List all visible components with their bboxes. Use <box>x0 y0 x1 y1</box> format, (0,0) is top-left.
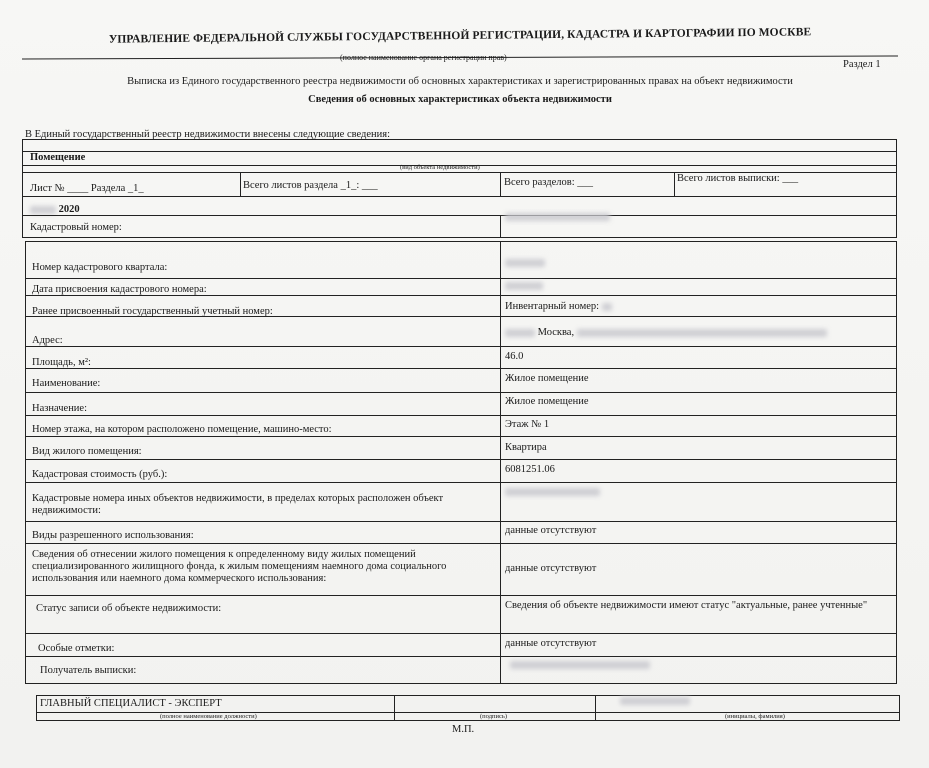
redacted-date <box>30 206 56 214</box>
row-label: Статус записи об объекте недвижимости: <box>36 603 222 614</box>
agency-caption: (полное наименование органа регистрации прав) <box>340 53 507 62</box>
intro-text: В Единый государственный реестр недвижимости внесены следующие сведения: <box>25 129 391 140</box>
row-value: Этаж № 1 <box>505 419 550 430</box>
redacted-recipient <box>510 661 650 669</box>
row-value: данные отсутствуют <box>505 563 597 574</box>
row-label: Номер этажа, на котором расположено помещение, машино-место: <box>32 424 332 435</box>
sheet-number: Лист № ____ Раздела _1_ <box>30 183 144 194</box>
row-value: Инвентарный номер: <box>505 301 612 312</box>
row-label: Адрес: <box>32 335 63 346</box>
row-value: данные отсутствуют <box>505 638 597 649</box>
row-label: Кадастровые номера иных объектов недвижимости, в пределах которых расположен объект недвижимости: <box>32 493 444 516</box>
stamp-mark: М.П. <box>452 724 475 735</box>
row-value: Сведения об объекте недвижимости имеют статус "актуальные, ранее учтенные" <box>505 600 868 611</box>
position-caption: (полное наименование должности) <box>160 713 257 720</box>
row-label: Виды разрешенного использования: <box>32 530 194 541</box>
row-value: Квартира <box>505 442 547 453</box>
redacted-signer-name <box>620 697 690 705</box>
total-sheets: Всего листов раздела _1_: ___ <box>243 180 378 191</box>
row-value: Жилое помещение <box>505 373 589 384</box>
object-header-table <box>22 139 897 238</box>
agency-title: УПРАВЛЕНИЕ ФЕДЕРАЛЬНОЙ СЛУЖБЫ ГОСУДАРСТВЕННОЙ РЕГИСТРАЦИИ, КАДАСТРА И КАРТОГРАФИИ ПО МОСКВЕ <box>108 26 812 46</box>
row-value: 6081251.06 <box>505 464 555 475</box>
row-label: Получатель выписки: <box>40 665 137 676</box>
section-label: Раздел 1 <box>843 59 881 70</box>
row-value: Москва, <box>505 327 827 338</box>
row-label: Номер кадастрового квартала: <box>32 262 168 273</box>
row-label: Назначение: <box>32 403 88 414</box>
row-label: Сведения об отнесении жилого помещения к определенному виду жилых помещений специализированного жилищного фонда, к жилым помещениям наемного дома социального использования или наемного дома коммерческого использования: <box>32 549 447 584</box>
total-sections: Всего разделов: ___ <box>504 177 593 188</box>
redacted-value <box>505 488 600 496</box>
row-label: Вид жилого помещения: <box>32 446 142 457</box>
row-label: Площадь, м²: <box>32 357 91 368</box>
redacted-value <box>602 303 612 311</box>
redacted-value <box>505 259 545 267</box>
total-extract-sheets: Всего листов выписки: ___ <box>677 173 799 184</box>
redacted-value <box>505 282 543 290</box>
object-type: Помещение <box>30 152 86 163</box>
row-label: Кадастровая стоимость (руб.): <box>32 469 168 480</box>
redacted-address <box>577 329 827 337</box>
extract-date: 2020 <box>30 204 80 215</box>
row-value: 46.0 <box>505 351 524 362</box>
extract-title: Выписка из Единого государственного реестра недвижимости об основных характеристиках и зарегистрированных правах на объект недвижимости <box>127 76 793 87</box>
row-label: Ранее присвоенный государственный учетный номер: <box>32 306 273 317</box>
signature-caption: (подпись) <box>480 713 507 720</box>
row-value: Жилое помещение <box>505 396 589 407</box>
row-value: данные отсутствуют <box>505 525 597 536</box>
signer-position: ГЛАВНЫЙ СПЕЦИАЛИСТ - ЭКСПЕРТ <box>40 698 222 709</box>
object-type-caption: (вид объекта недвижимости) <box>400 164 480 171</box>
extract-subtitle: Сведения об основных характеристиках объекта недвижимости <box>308 94 612 105</box>
row-label: Наименование: <box>32 378 101 389</box>
redacted-value <box>505 329 535 337</box>
cadastral-number-label: Кадастровый номер: <box>30 222 122 233</box>
name-caption: (инициалы, фамилия) <box>725 713 785 720</box>
redacted-cadastral-number <box>505 213 610 221</box>
row-label: Особые отметки: <box>38 643 115 654</box>
row-label: Дата присвоения кадастрового номера: <box>32 284 207 295</box>
